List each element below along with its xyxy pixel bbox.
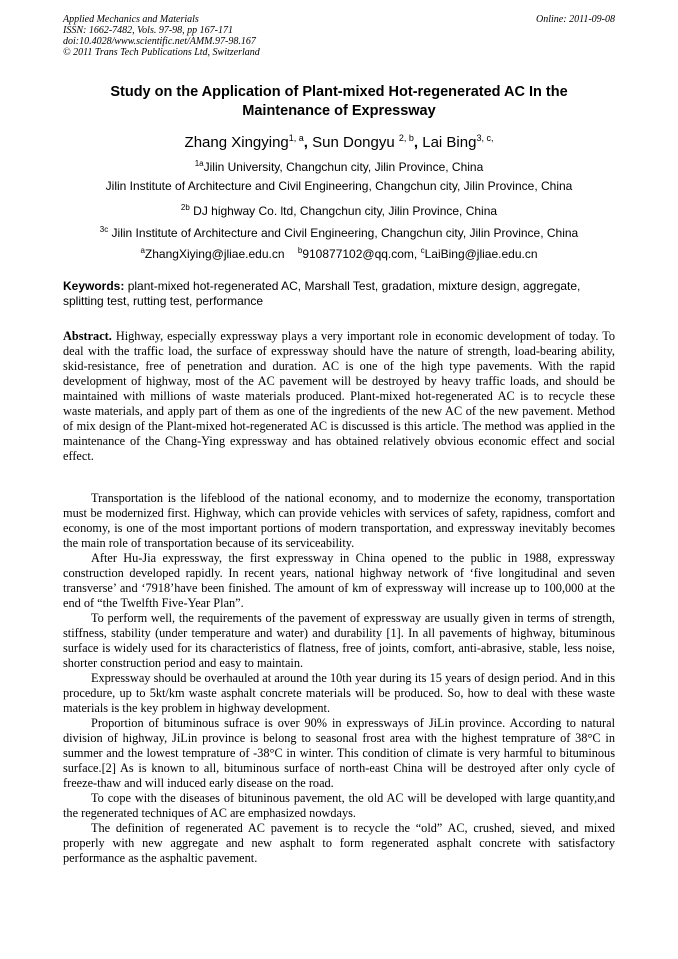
keywords: [63, 279, 615, 309]
body-text: [63, 491, 615, 866]
journal-doi: doi:10.4028/www.scientific.net/AMM.97-98.167: [63, 36, 256, 47]
author-name: Zhang Xingying: [184, 134, 289, 151]
author-list: Zhang Xingying$^{1, a}$, Sun Dongyu $^{2, b}$, Lai Bing$^{3, c,}$: [184, 133, 494, 151]
body-paragraph: To cope with the diseases of bituninous pavement, the old AC will be developed with large quantity,and the regenerated techniques of AC are emphasized nowdays.: [63, 791, 615, 820]
keywords-label: Keywords:: [63, 279, 125, 293]
body-paragraph: To perform well, the requirements of the pavement of expressway are usually given in terms of strength, stiffness, stability (under temperature and water) and durability [1]. In all pavements of highway, bituminous surface is widely used for its characteristics of flatness, free of joints, comfort, anti-abrasive, stable, less noise, shorter construction period and easy to maintain.: [63, 611, 615, 670]
affiliation: [63, 179, 615, 194]
affiliation-text: DJ highway Co. ltd, Changchun city, Jilin Province, China: [189, 204, 498, 218]
body-paragraph: Proportion of bituminous sufrace is over 90% in expressways of JiLin province. According to natural division of highway, JiLin province is belong to seasonal frost area with the highest temprature of 38°C in summer and the lowest temprature of -38°C in winter. This condition of climate is very harmful to bituminous surface.[2] As is known to all, bituminous surface of north-east China will be destroyed after only cycle of freeze-thaw and will induced early disease on the road.: [63, 716, 615, 790]
email-link[interactable]: ZhangXiying@jliae.edu.cn: [144, 247, 285, 261]
abstract-label: Abstract.: [63, 329, 112, 343]
online-date: Online: 2011-09-08: [536, 14, 615, 25]
author-superscript: 2, b: [398, 133, 414, 143]
author-name: Lai Bing: [422, 134, 477, 151]
affiliation-superscript: 2b: [180, 203, 190, 212]
affiliation: [63, 200, 615, 219]
journal-header: [63, 14, 615, 58]
body-paragraph: The definition of regenerated AC pavement is to recycle the “old” AC, crushed, sieved, and mixed properly with new aggregate and new asphalt to form regenerated asphalt concrete with satisfactory performance as the asphaltic pavement.: [63, 821, 615, 865]
abstract-text: Highway, especially expressway plays a very important role in economic development of today. To deal with the traffic load, the surface of expressway should have the nature of strength, load-bearing ability, skid-resistance, free of penetration and duration. AC is one of the high type pavements. With the rapid development of highway, most of the AC pavement will be destroyed by heavy traffic loads, and should be maintained with millions of waste materials produced. Plant-mixed hot-regenerated AC is to recycle these waste materials, and apply part of them as one of the ingredients of the new AC of the new pavement. Method of mix design of the Plant-mixed hot-regenerated AC is discussed is this article. The method was applied in the maintenance of the Chang-Ying expressway and has obtained relatively obvious economic effect and social effect.: [63, 329, 615, 463]
email-line: [63, 243, 615, 262]
title-line-1: Study on the Application of Plant-mixed Hot-regenerated AC In the: [110, 84, 568, 100]
journal-name: Applied Mechanics and Materials: [63, 14, 199, 25]
email-superscript: c: [420, 246, 425, 255]
body-paragraph: Expressway should be overhauled at around the 10th year during its 15 years of design period. And in this procedure, up to 5kt/km waste asphalt concrete materials will be produced. So, how to deal with these waste materials is the key problem in highway development.: [63, 671, 615, 715]
email-superscript: b: [297, 246, 303, 255]
affiliation: [63, 222, 615, 241]
author-name: Sun Dongyu: [312, 134, 395, 151]
author-superscript: 1, a: [288, 133, 304, 143]
affiliation-superscript: 1a: [194, 159, 204, 168]
body-paragraph: After Hu-Jia expressway, the first expressway in China opened to the public in 1988, expressway construction developed rapidly. In recent years, national highway network of ‘five longitudinal and seven transverse’ and ‘7918’have been finished. The amount of km of expressway will increase up to 100,000 at the end of “the Twelfth Five-Year Plan”.: [63, 551, 615, 610]
body-paragraph: Transportation is the lifeblood of the national economy, and to modernize the economy, transportation must be modernized first. Highway, which can provide vehicles with services of safety, rapidness, comfort and economy, is one of the most important portions of modern transportation, and expressway inevitably becomes the main role of transportation because of its serviceability.: [63, 491, 615, 550]
journal-copyright: © 2011 Trans Tech Publications Ltd, Switzerland: [63, 47, 260, 58]
affiliation-text: Jilin Institute of Architecture and Civil Engineering, Changchun city, Jilin Province, China: [105, 179, 573, 193]
email-link[interactable]: 910877102@qq.com,: [302, 247, 421, 261]
paper-title: [63, 83, 615, 121]
author-superscript: 3, c,: [476, 133, 494, 143]
affiliation-text: Jilin Institute of Architecture and Civil Engineering, Changchun city, Jilin Province, China: [108, 226, 579, 240]
email-link[interactable]: LaiBing@jliae.edu.cn: [424, 247, 538, 261]
keywords-text: plant-mixed hot-regenerated AC, Marshall Test, gradation, mixture design, aggregate, splitting test, rutting test, performance: [63, 279, 581, 308]
affiliation-superscript: 3c: [99, 225, 109, 234]
journal-issn: ISSN: 1662-7482, Vols. 97-98, pp 167-171: [63, 25, 233, 36]
title-line-2: Maintenance of Expressway: [242, 103, 436, 119]
abstract: [63, 329, 615, 464]
affiliation: [63, 156, 615, 175]
email-superscript: a: [140, 246, 145, 255]
affiliation-text: Jilin University, Changchun city, Jilin Province, China: [203, 160, 484, 174]
